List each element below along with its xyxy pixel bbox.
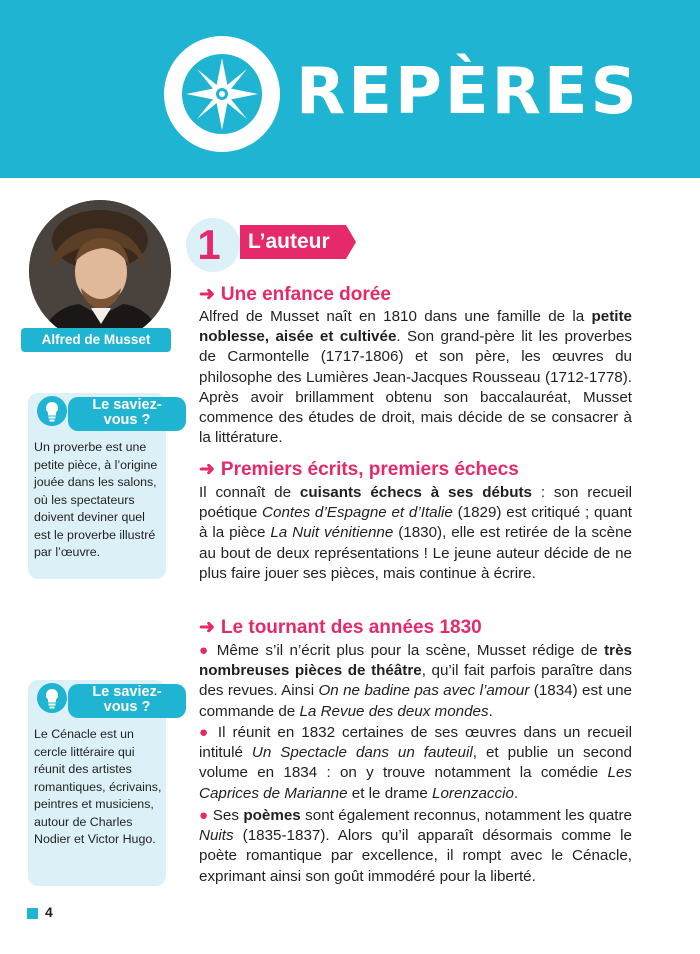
- bullet-paragraph: ● Il réunit en 1832 certaines de ses œuvres dans un recueil intitulé Un Spectacle dans un fauteuil, et publie un second volume en 1834 : on y trouve notamment la comédie Les Caprices de Marianne et le drame Lorenzaccio.: [199, 724, 633, 802]
- section-number: 1: [197, 221, 221, 268]
- page-number: 4: [45, 904, 53, 920]
- section-label: L’auteur: [240, 225, 346, 259]
- header-banner: [0, 0, 700, 178]
- work-title: Un Spectacle dans un fauteuil: [251, 744, 473, 762]
- work-title: La Revue des deux mondes: [299, 702, 489, 720]
- bullet-icon: ●: [199, 807, 213, 824]
- did-you-know-heading: [68, 684, 186, 718]
- did-you-know-text: Un proverbe est une petite pièce, à l’origine jouée dans les salons, où les spectateurs doivent deviner quel est le proverbe illustré par l’œuvre.: [34, 440, 158, 559]
- page-title: REPÈRES: [296, 55, 640, 129]
- did-you-know-heading: [68, 397, 186, 431]
- work-title: Nuits: [199, 827, 234, 845]
- emphasis: cuisants échecs à ses débuts: [299, 484, 532, 501]
- work-title: On ne badine pas avec l’amour: [318, 682, 530, 700]
- portrait-caption: Alfred de Musset: [21, 328, 171, 352]
- compass-rose-icon: [164, 36, 280, 152]
- work-title: Contes d’Espagne et d’Italie: [262, 504, 453, 522]
- lightbulb-icon: [36, 682, 68, 714]
- subsection-heading: [199, 283, 391, 307]
- subsection-title: Premiers écrits, premiers échecs: [220, 459, 519, 480]
- subsection-title: Le tournant des années 1830: [220, 617, 482, 638]
- author-portrait: [29, 200, 171, 342]
- bullet-icon: ●: [199, 642, 217, 659]
- arrow-right-icon: ➜: [199, 459, 215, 480]
- heading-line: Le saviez-: [92, 397, 162, 413]
- did-you-know-box: [28, 680, 166, 886]
- heading-line: vous ?: [103, 699, 151, 715]
- arrow-right-icon: ➜: [199, 284, 215, 305]
- emphasis: poèmes: [243, 807, 301, 824]
- heading-line: Le saviez-: [92, 684, 162, 700]
- bullet-paragraph: ● Même s’il n’écrit plus pour la scène, Musset rédige de très nombreuses pièces de théâtre, qu’il fait parfois paraître dans des revues. Ainsi On ne badine pas avec l’amour (1834) est une commande de La Revue des deux mondes.: [199, 642, 632, 720]
- arrow-right-icon: ➜: [199, 617, 215, 638]
- did-you-know-text: Le Cénacle est un cercle littéraire qui réunit des artistes romantiques, écrivains, peintres et musiciens, autour de Charles Nodier et Victor Hugo.: [34, 727, 162, 846]
- subsection-title: Une enfance dorée: [220, 284, 391, 305]
- subsection-heading: [199, 616, 482, 640]
- emphasis: très nombreuses pièces de théâtre: [199, 642, 632, 680]
- work-title: Les Caprices de Marianne: [199, 764, 632, 802]
- footer-square-icon: [27, 908, 38, 919]
- did-you-know-box: [28, 393, 166, 579]
- lightbulb-icon: [36, 395, 68, 427]
- work-title: Lorenzaccio: [432, 784, 514, 802]
- emphasis: petite noblesse, aisée et cultivée: [199, 308, 632, 346]
- bullet-icon: ●: [199, 724, 218, 741]
- subsection-heading: [199, 458, 519, 482]
- work-title: La Nuit vénitienne: [270, 524, 394, 542]
- paragraph: Il connaît de cuisants échecs à ses débuts : son recueil poétique Contes d’Espagne et d’Italie (1829) est critiqué ; quant à la pièce La Nuit vénitienne (1830), elle est retirée de la scène au bout de deux représentations ! Le jeune auteur décide de ne plus faire jouer ses pièces, mais continue à écrire.: [199, 484, 633, 582]
- bullet-paragraph: ● Ses poèmes sont également reconnus, notamment les quatre Nuits (1835-1837). Alors qu’il apparaît désormais comme le poète romantique par excellence, il rompt avec le Cénacle, exprimant ainsi son goût immodéré pour la liberté.: [199, 807, 632, 885]
- paragraph: Alfred de Musset naît en 1810 dans une famille de la petite noblesse, aisée et cultivée. Son grand-père lit les proverbes de Carmontelle (1717-1806) et son père, les œuvres du philosophe des Lumières Jean-Jacques Rousseau (1712-1778). Après avoir brillamment obtenu son baccalauréat, Musset commence des études de droit, mais décide de se consacrer à la littérature.: [199, 308, 632, 447]
- section-number-badge: [186, 218, 240, 272]
- heading-line: vous ?: [103, 412, 151, 428]
